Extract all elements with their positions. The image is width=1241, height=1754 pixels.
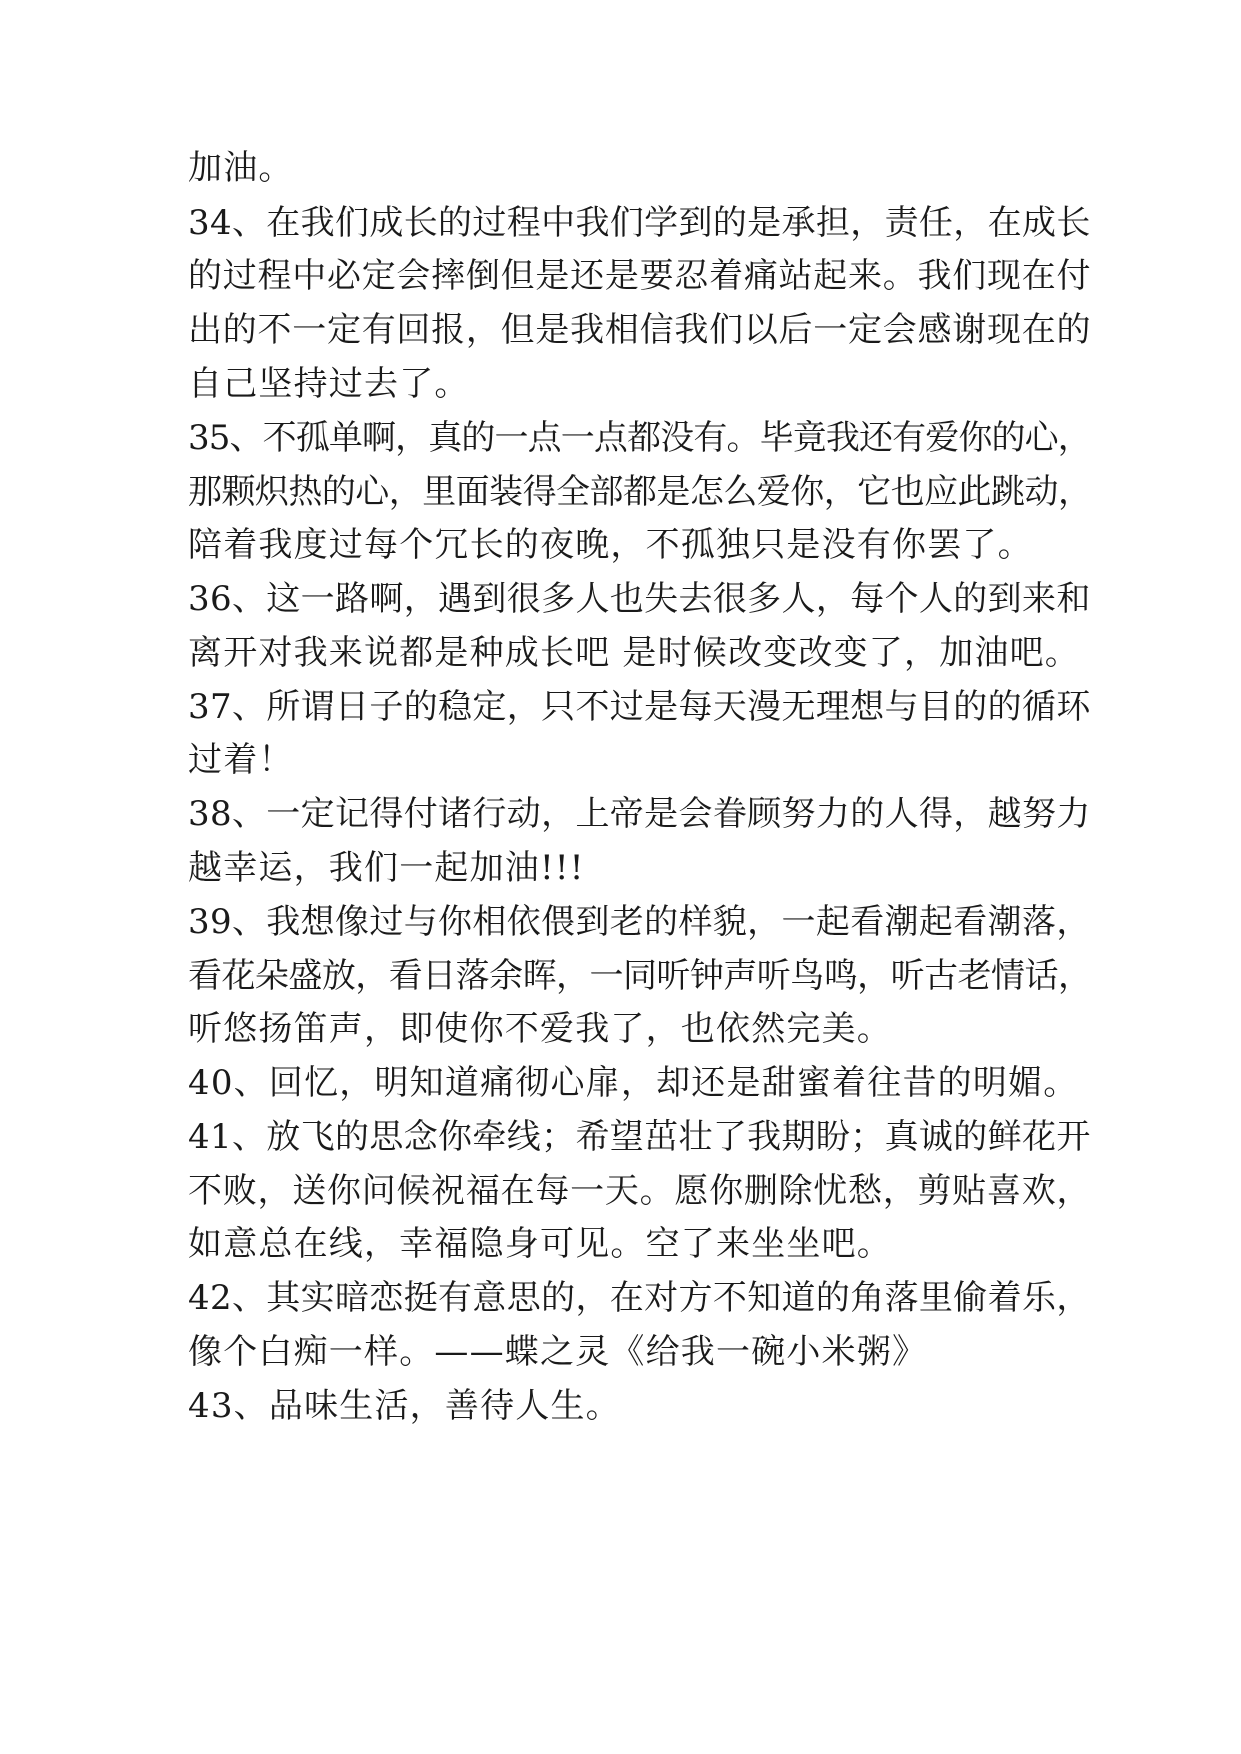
- text-line: 35、不孤单啊，真的一点一点都没有。毕竟我还有爱你的心，: [188, 418, 1091, 458]
- text-line: 34、在我们成长的过程中我们学到的是承担，责任，在成长: [188, 203, 1091, 243]
- text-line: 离开对我来说都是种成长吧 是时候改变改变了，加油吧。: [188, 633, 1081, 673]
- text-line: 40、回忆，明知道痛彻心扉，却还是甜蜜着往昔的明媚。: [188, 1063, 1079, 1103]
- text-line: 43、品味生活，善待人生。: [188, 1386, 621, 1426]
- text-line: 越幸运，我们一起加油!!!: [188, 848, 585, 888]
- text-line: 41、放飞的思念你牵线；希望茁壮了我期盼；真诚的鲜花开: [188, 1117, 1091, 1157]
- text-line: 那颗炽热的心，里面装得全部都是怎么爱你，它也应此跳动，: [188, 472, 1092, 512]
- text-line: 39、我想像过与你相依偎到老的样貌，一起看潮起看潮落，: [188, 902, 1091, 942]
- text-line: 42、其实暗恋挺有意思的，在对方不知道的角落里偷着乐，: [188, 1278, 1091, 1318]
- text-line: 37、所谓日子的稳定，只不过是每天漫无理想与目的的循环: [188, 687, 1091, 727]
- text-line: 过着！: [188, 740, 294, 780]
- text-line: 看花朵盛放，看日落余晖，一同听钟声听鸟鸣，听古老情话，: [188, 956, 1092, 996]
- text-line: 不败，送你问候祝福在每一天。愿你删除忧愁，剪贴喜欢，: [188, 1171, 1092, 1211]
- text-line: 的过程中必定会摔倒但是还是要忍着痛站起来。我们现在付: [188, 256, 1092, 296]
- text-line: 像个白痴一样。——蝶之灵《给我一碗小米粥》: [188, 1332, 928, 1372]
- text-line: 陪着我度过每个冗长的夜晚，不孤独只是没有你罢了。: [188, 525, 1033, 565]
- text-line: 听悠扬笛声，即使你不爱我了，也依然完美。: [188, 1009, 892, 1049]
- text-line: 38、一定记得付诸行动，上帝是会眷顾努力的人得，越努力: [188, 794, 1091, 834]
- text-line: 如意总在线，幸福隐身可见。空了来坐坐吧。: [188, 1224, 892, 1264]
- text-line: 加油。: [188, 148, 294, 188]
- text-line: 自己坚持过去了。: [188, 364, 470, 404]
- text-line: 出的不一定有回报，但是我相信我们以后一定会感谢现在的: [188, 310, 1092, 350]
- text-line: 36、这一路啊，遇到很多人也失去很多人，每个人的到来和: [188, 579, 1091, 619]
